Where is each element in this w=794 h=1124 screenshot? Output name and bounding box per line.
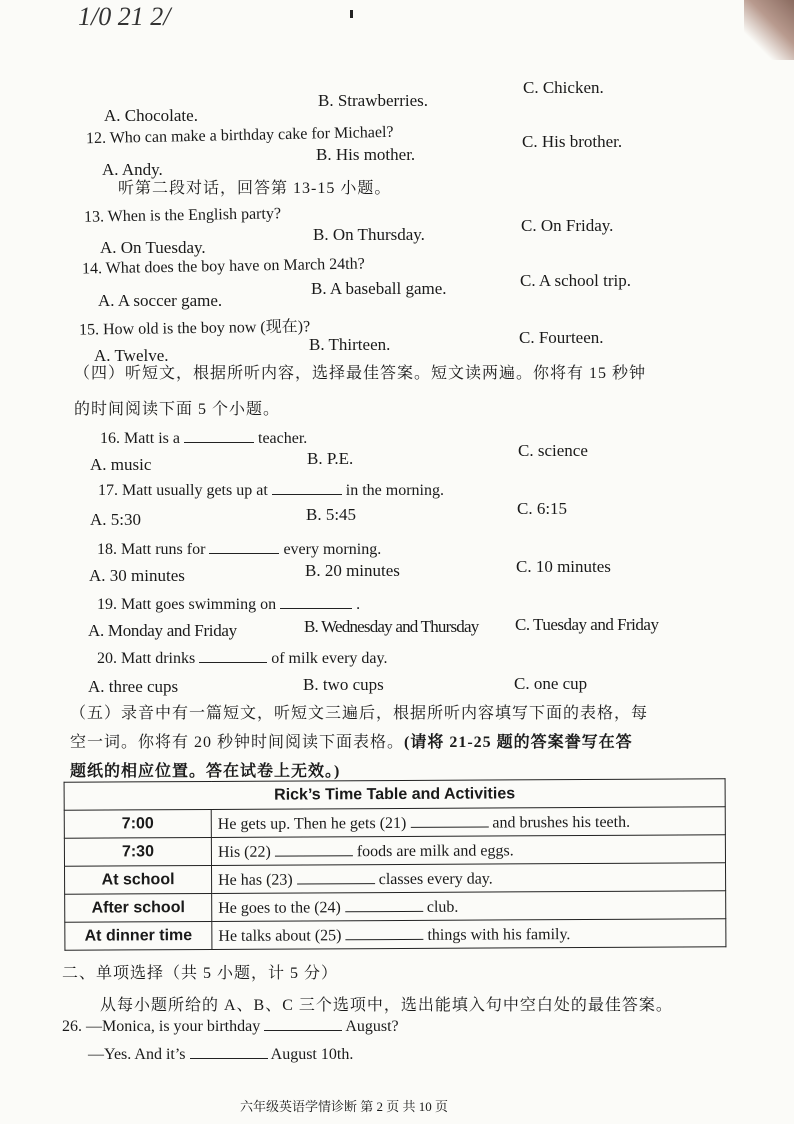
- q14-text: 14. What does the boy have on March 24th?: [81, 255, 365, 278]
- section5-line2-bold: (请将 21-25 题的答案誊写在答: [404, 734, 633, 751]
- q17-text: [98, 480, 444, 500]
- q14-option-c: C. A school trip.: [520, 271, 631, 290]
- table-row: [64, 807, 725, 838]
- q26-line1: [62, 1016, 399, 1036]
- activity-post: club.: [426, 898, 459, 916]
- q17-option-a: A. 5:30: [90, 510, 141, 529]
- q18-blank: [209, 539, 279, 554]
- q16-text: [100, 428, 307, 448]
- q26-line1-post: August?: [345, 1018, 399, 1035]
- section4-instruction-line2: 的时间阅读下面 5 个小题。: [74, 401, 281, 418]
- answer-blank-21: [410, 812, 488, 827]
- activity-pre: He gets up. Then he gets (21): [217, 814, 407, 833]
- q18-option-c: C. 10 minutes: [516, 557, 611, 576]
- q20-option-b: B. two cups: [303, 675, 384, 694]
- q20-option-c: C. one cup: [514, 674, 588, 693]
- activity-post: classes every day.: [378, 869, 493, 888]
- q17-blank: [272, 480, 342, 495]
- q12-option-b: B. His mother.: [316, 145, 416, 164]
- table-activity-cell: [212, 919, 726, 950]
- table-time-cell: 7:30: [64, 837, 211, 866]
- part2-heading: 二、单项选择（共 5 小题，计 5 分）: [62, 965, 339, 982]
- table-row: [65, 891, 726, 922]
- section4-instruction-line1: （四）听短文，根据所听内容，选择最佳答案。短文读两遍。你将有 15 秒钟: [74, 365, 647, 382]
- q11-option-b: B. Strawberries.: [318, 91, 429, 110]
- section5-instruction-line3: 题纸的相应位置。答在试卷上无效。): [70, 763, 341, 780]
- activity-post: foods are milk and eggs.: [356, 841, 514, 860]
- q19-pre: 19. Matt goes swimming on: [97, 596, 277, 613]
- answer-blank-24: [345, 896, 423, 911]
- q26-line2: [88, 1044, 353, 1064]
- q26-blank-2: [190, 1044, 268, 1059]
- q19-blank: [280, 594, 352, 609]
- answer-blank-23: [297, 869, 375, 884]
- q13-option-a: A. On Tuesday.: [100, 238, 206, 257]
- q16-option-a: A. music: [90, 455, 152, 474]
- q16-pre: 16. Matt is a: [100, 430, 180, 447]
- q19-option-b: B. Wednesday and Thursday: [304, 617, 479, 636]
- activity-pre: He goes to the (24): [218, 898, 341, 917]
- answer-blank-25: [345, 924, 423, 939]
- activity-pre: His (22): [217, 843, 271, 861]
- q19-option-c: C. Tuesday and Friday: [515, 615, 659, 634]
- table-time-cell: 7:00: [64, 809, 211, 838]
- q20-pre: 20. Matt drinks: [97, 650, 196, 667]
- q12-option-c: C. His brother.: [522, 132, 623, 151]
- q14-option-a: A. A soccer game.: [98, 291, 223, 310]
- ink-dot: [350, 10, 353, 18]
- q17-pre: 17. Matt usually gets up at: [98, 482, 268, 499]
- handwritten-marks: 1/0 21 2/: [78, 2, 171, 31]
- q15-option-b: B. Thirteen.: [309, 335, 391, 354]
- table-activity-cell: [211, 835, 725, 866]
- q17-option-b: B. 5:45: [306, 505, 357, 524]
- table-activity-cell: [212, 891, 726, 922]
- rick-time-table: [64, 778, 727, 950]
- q20-text: [97, 648, 387, 668]
- q19-post: .: [356, 596, 361, 613]
- q18-text: [97, 539, 381, 559]
- page-corner-shadow: [744, 0, 794, 60]
- q17-post: in the morning.: [345, 482, 444, 499]
- section5-line2-plain: 空一词。你将有 20 秒钟时间阅读下面表格。: [70, 734, 405, 751]
- table-time-cell: At school: [65, 865, 212, 894]
- q11-option-c: C. Chicken.: [523, 78, 604, 97]
- q18-pre: 18. Matt runs for: [97, 541, 206, 558]
- section-dialog2-instruction: 听第二段对话，回答第 13-15 小题。: [118, 180, 392, 197]
- q11-option-a: A. Chocolate.: [104, 106, 198, 125]
- activity-post: and brushes his teeth.: [492, 813, 631, 831]
- q16-blank: [184, 428, 254, 443]
- q13-option-b: B. On Thursday.: [313, 225, 425, 244]
- table-time-cell: At dinner time: [65, 921, 212, 950]
- q26-line2-pre: —Yes. And it’s: [88, 1046, 186, 1063]
- table-row: [64, 835, 725, 866]
- q18-post: every morning.: [283, 541, 382, 558]
- q13-text: 13. When is the English party?: [83, 205, 282, 226]
- activity-pre: He talks about (25): [218, 926, 342, 945]
- q16-option-c: C. science: [518, 441, 588, 460]
- q26-line1-pre: 26. —Monica, is your birthday: [62, 1018, 261, 1035]
- answer-blank-22: [275, 841, 353, 856]
- q16-option-b: B. P.E.: [307, 449, 354, 468]
- activity-post: things with his family.: [427, 925, 571, 944]
- table-title: Rick’s Time Table and Activities: [64, 779, 725, 810]
- q20-blank: [199, 648, 267, 663]
- q26-line2-post: August 10th.: [270, 1046, 354, 1063]
- q19-option-a: A. Monday and Friday: [88, 621, 237, 640]
- q12-option-a: A. Andy.: [102, 160, 163, 179]
- page-footer: 六年级英语学情诊断 第 2 页 共 10 页: [240, 1099, 449, 1114]
- table-activity-cell: [211, 807, 725, 838]
- section5-instruction-line2: [70, 729, 633, 752]
- q18-option-a: A. 30 minutes: [89, 566, 185, 585]
- q15-option-c: C. Fourteen.: [519, 328, 604, 347]
- q20-post: of milk every day.: [271, 650, 388, 667]
- q17-option-c: C. 6:15: [517, 499, 568, 518]
- q16-post: teacher.: [258, 430, 308, 447]
- q13-option-c: C. On Friday.: [521, 216, 614, 235]
- part2-instruction: 从每小题所给的 A、B、C 三个选项中，选出能填入句中空白处的最佳答案。: [100, 997, 673, 1014]
- q20-option-a: A. three cups: [88, 677, 179, 696]
- table-row: [65, 863, 726, 894]
- q19-text: [97, 594, 360, 614]
- section5-instruction-line1: （五）录音中有一篇短文，听短文三遍后，根据所听内容填写下面的表格，每: [70, 705, 649, 722]
- q18-option-b: B. 20 minutes: [305, 561, 400, 580]
- table-row: [65, 919, 726, 950]
- q12-text: 12. Who can make a birthday cake for Michael?: [85, 123, 394, 148]
- q26-blank-1: [264, 1016, 342, 1031]
- q15-text: 15. How old is the boy now (现在)?: [78, 318, 311, 339]
- table-title-row: [64, 779, 725, 810]
- q15-option-a: A. Twelve.: [94, 346, 169, 365]
- table-time-cell: After school: [65, 893, 212, 922]
- q14-option-b: B. A baseball game.: [311, 279, 447, 298]
- table-activity-cell: [212, 863, 726, 894]
- activity-pre: He has (23): [218, 871, 293, 889]
